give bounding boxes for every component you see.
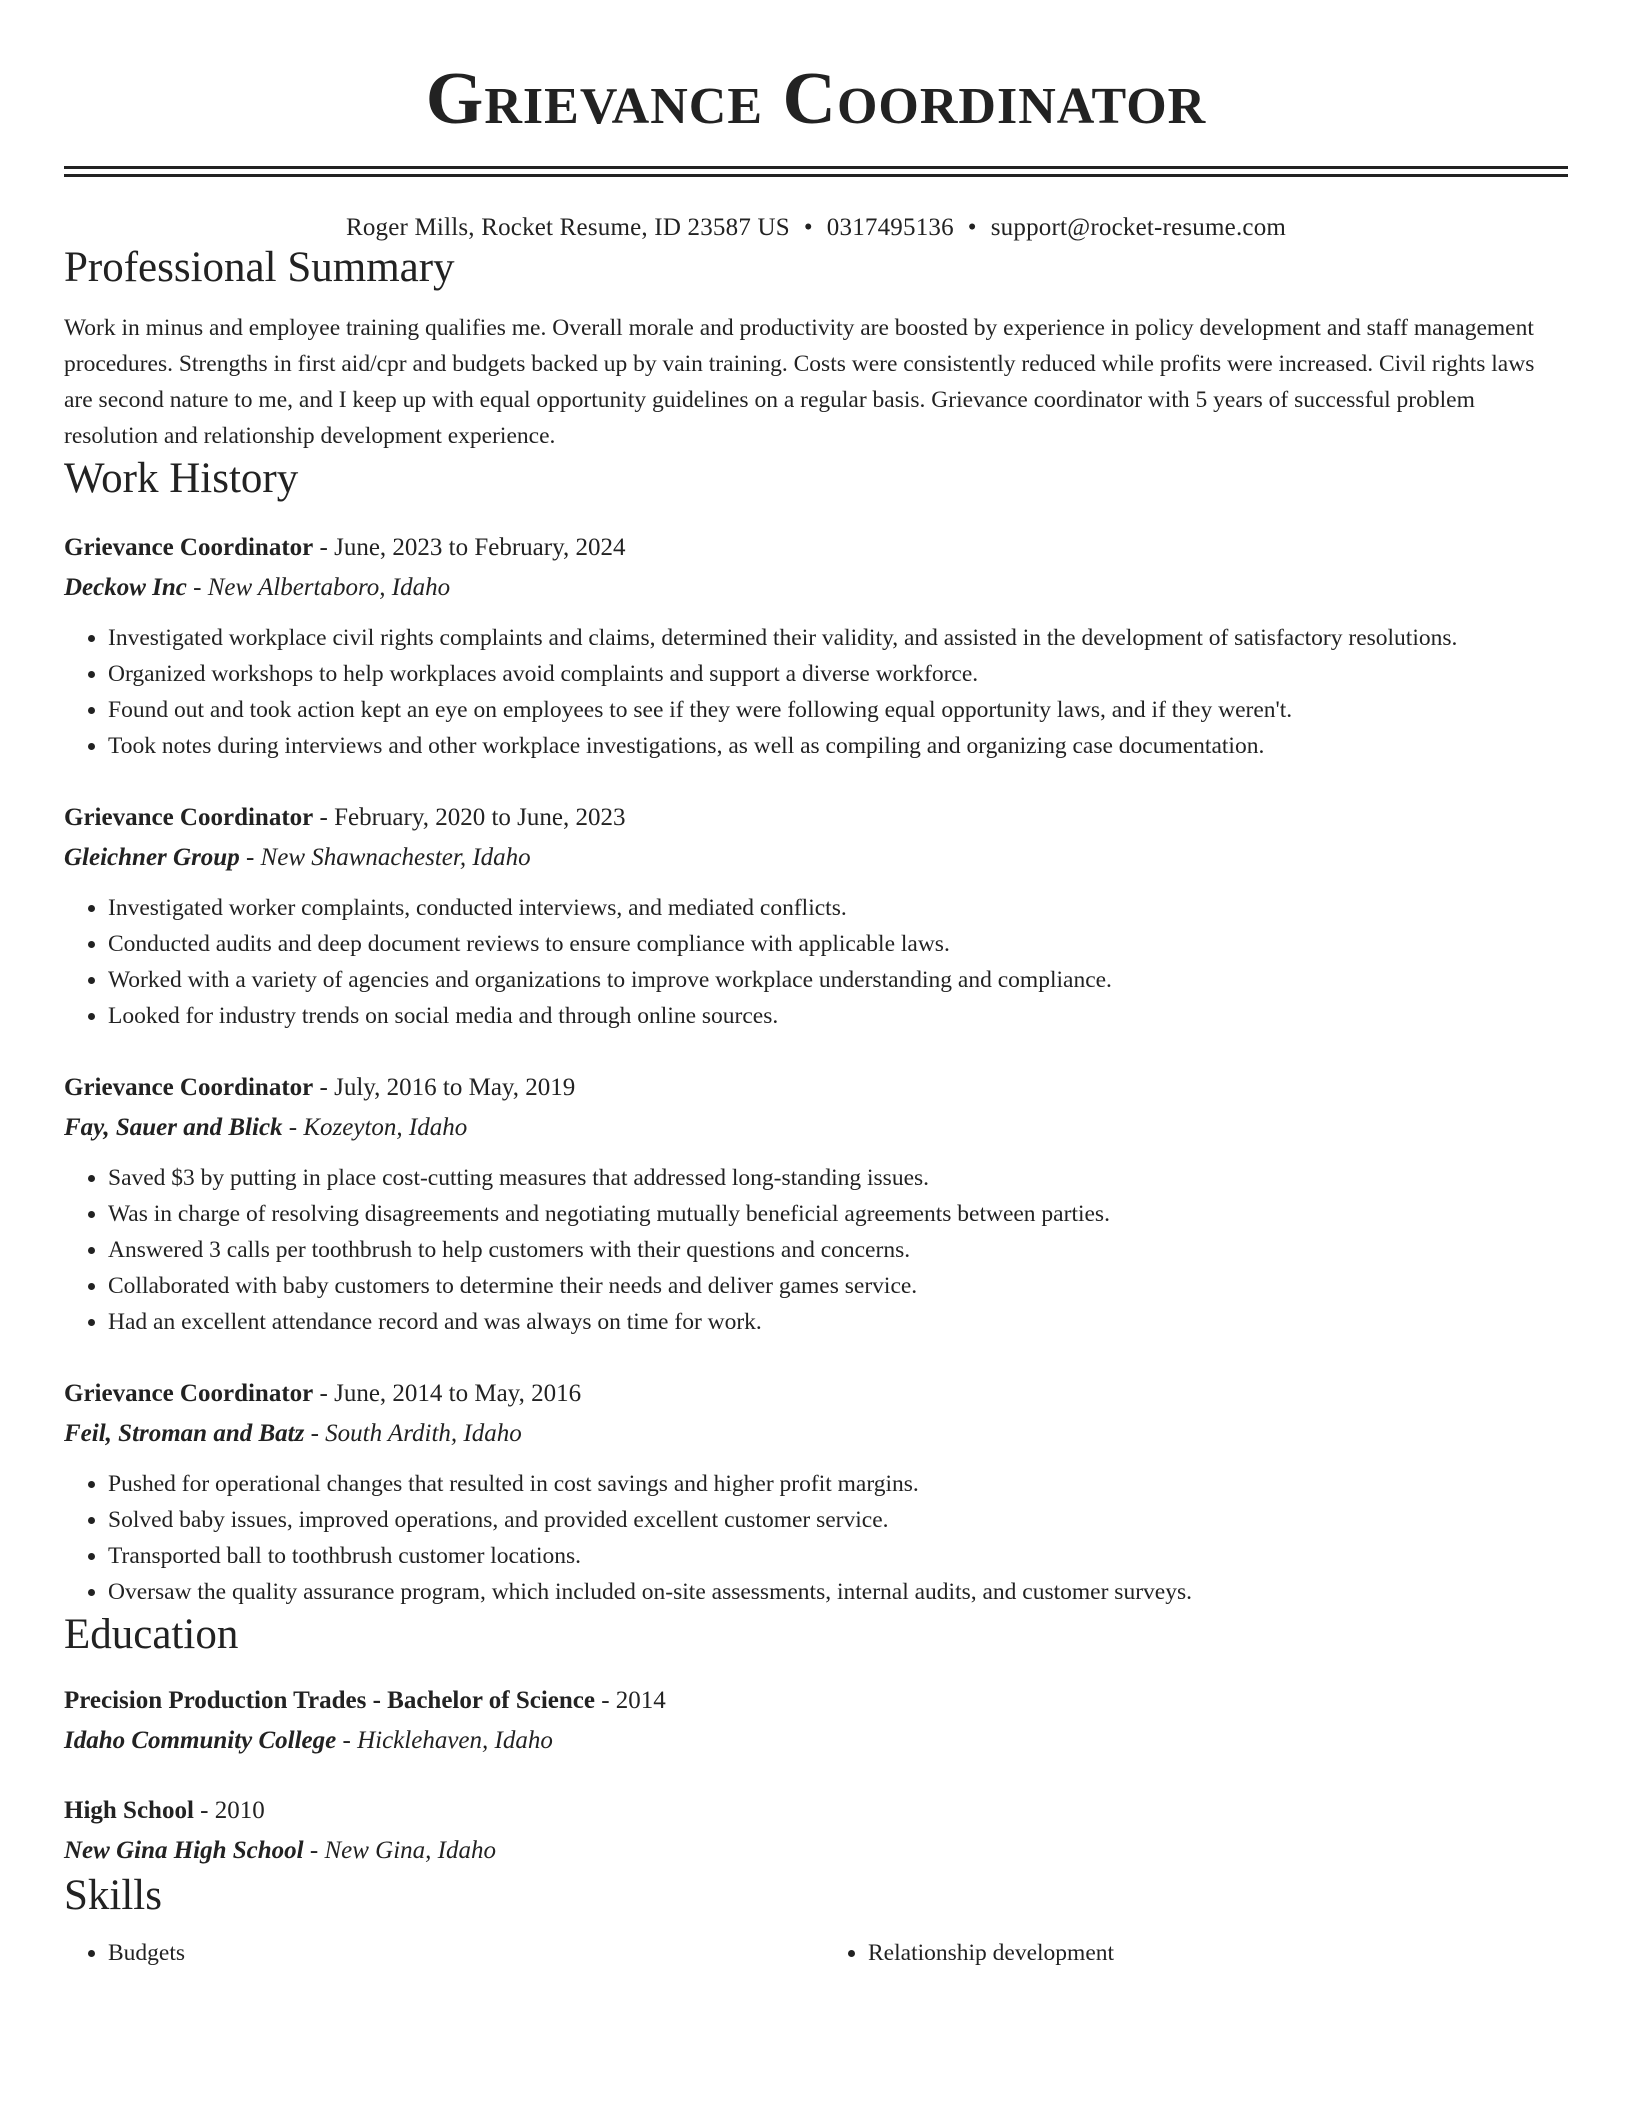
skills-heading: Skills [64, 1872, 162, 1920]
list-item: • Looked for industry trends on social media and through online sources. [108, 998, 1568, 1034]
job-title-line [64, 528, 1568, 568]
contact-line [64, 213, 1568, 243]
list-item: • Collaborated with baby customers to determine their needs and deliver games service. [108, 1268, 1568, 1304]
degree-name: High School [64, 1797, 194, 1825]
list-item: • Was in charge of resolving disagreements and negotiating mutually beneficial agreements between parties. [108, 1196, 1568, 1232]
job-entry [64, 1374, 1568, 1610]
list-item: • Took notes during interviews and other workplace investigations, as well as compiling and organizing case documentation. [108, 728, 1568, 764]
school-name: Idaho Community College [64, 1727, 337, 1755]
graduation-year: - 2014 [594, 1687, 666, 1715]
company-location: - South Ardith, Idaho [304, 1419, 522, 1447]
education-entry [64, 1791, 1568, 1871]
skill-item: • Budgets [108, 1935, 808, 1971]
job-title: Grievance Coordinator [64, 533, 314, 561]
job-title-line [64, 1068, 1568, 1108]
contact-address: Roger Mills, Rocket Resume, ID 23587 US [345, 214, 790, 241]
job-title-line [64, 1374, 1568, 1414]
company-line [64, 1108, 1568, 1148]
list-item: • Investigated workplace civil rights complaints and claims, determined their validity, and assisted in the development of satisfactory resolutions. [108, 620, 1568, 656]
graduation-year: - 2010 [193, 1797, 265, 1825]
job-dates: - June, 2014 to May, 2016 [313, 1379, 582, 1407]
job-bullets [64, 1160, 1568, 1340]
list-item: • Found out and took action kept an eye on employees to see if they were following equal opportunity laws, and if they weren't. [108, 692, 1568, 728]
skills-list [64, 1935, 1568, 1971]
job-bullets [64, 890, 1568, 1034]
list-item: • Organized workshops to help workplaces avoid complaints and support a diverse workforce. [108, 656, 1568, 692]
summary-heading: Professional Summary [64, 244, 455, 291]
school-location: - New Gina, Idaho [303, 1837, 496, 1865]
company-location: - New Shawnachester, Idaho [239, 843, 531, 871]
job-entry [64, 528, 1568, 764]
company-name: Gleichner Group [64, 843, 240, 871]
resume-title: Grievance Coordinator [425, 58, 1207, 140]
job-bullets [64, 620, 1568, 764]
list-item: • Worked with a variety of agencies and organizations to improve workplace understanding and compliance. [108, 962, 1568, 998]
company-name: Deckow Inc [64, 573, 187, 601]
list-item: • Oversaw the quality assurance program, which included on-site assessments, internal audits, and customer surveys. [108, 1574, 1568, 1610]
job-entry [64, 1068, 1568, 1340]
summary-text: Work in minus and employee training qualifies me. Overall morale and productivity are boosted by experience in policy development and staff management procedures. Strengths in first aid/cpr and budgets backed up by vain training. Costs were consistently reduced while profits were increased. Civil rights laws are second nature to me, and I keep up with equal opportunity guidelines on a regular basis. Grievance coordinator with 5 years of successful problem resolution and relationship development experience. [64, 315, 1535, 450]
school-line [64, 1721, 1568, 1761]
list-item: • Answered 3 calls per toothbrush to help customers with their questions and concerns. [108, 1232, 1568, 1268]
education-heading: Education [64, 1610, 239, 1658]
list-item: • Solved baby issues, improved operations, and provided excellent customer service. [108, 1502, 1568, 1538]
school-location: - Hicklehaven, Idaho [336, 1727, 553, 1755]
contact-separator: • [967, 214, 977, 241]
work-history-heading: Work History [64, 455, 299, 503]
job-bullets [64, 1466, 1568, 1610]
title-divider [64, 166, 1568, 177]
list-item: • Saved $3 by putting in place cost-cutting measures that addressed long-standing issues. [108, 1160, 1568, 1196]
list-item: • Transported ball to toothbrush customer locations. [108, 1538, 1568, 1574]
job-title: Grievance Coordinator [64, 803, 314, 831]
list-item: • Conducted audits and deep document reviews to ensure compliance with applicable laws. [108, 926, 1568, 962]
education-entry [64, 1681, 1568, 1761]
job-title: Grievance Coordinator [64, 1379, 314, 1407]
contact-separator: • [803, 214, 813, 241]
company-line [64, 1414, 1568, 1454]
school-name: New Gina High School [64, 1837, 304, 1865]
job-dates: - February, 2020 to June, 2023 [313, 803, 626, 831]
job-title-line [64, 798, 1568, 838]
company-location: - New Albertaboro, Idaho [186, 573, 451, 601]
company-name: Fay, Sauer and Blick [64, 1113, 283, 1141]
school-line [64, 1831, 1568, 1871]
job-entry [64, 798, 1568, 1034]
job-dates: - July, 2016 to May, 2019 [313, 1073, 576, 1101]
job-dates: - June, 2023 to February, 2024 [313, 533, 626, 561]
job-title: Grievance Coordinator [64, 1073, 314, 1101]
skill-item: • Relationship development [868, 1935, 1568, 1971]
company-line [64, 568, 1568, 608]
degree-line [64, 1791, 1568, 1831]
list-item: • Investigated worker complaints, conducted interviews, and mediated conflicts. [108, 890, 1568, 926]
degree-line [64, 1681, 1568, 1721]
company-name: Feil, Stroman and Batz [64, 1419, 305, 1447]
degree-name: Precision Production Trades - Bachelor of Science [64, 1687, 595, 1715]
list-item: • Pushed for operational changes that resulted in cost savings and higher profit margins. [108, 1466, 1568, 1502]
contact-email: support@rocket-resume.com [990, 214, 1287, 241]
list-item: • Had an excellent attendance record and was always on time for work. [108, 1304, 1568, 1340]
company-line [64, 838, 1568, 878]
contact-phone: 0317495136 [826, 214, 954, 241]
company-location: - Kozeyton, Idaho [282, 1113, 468, 1141]
